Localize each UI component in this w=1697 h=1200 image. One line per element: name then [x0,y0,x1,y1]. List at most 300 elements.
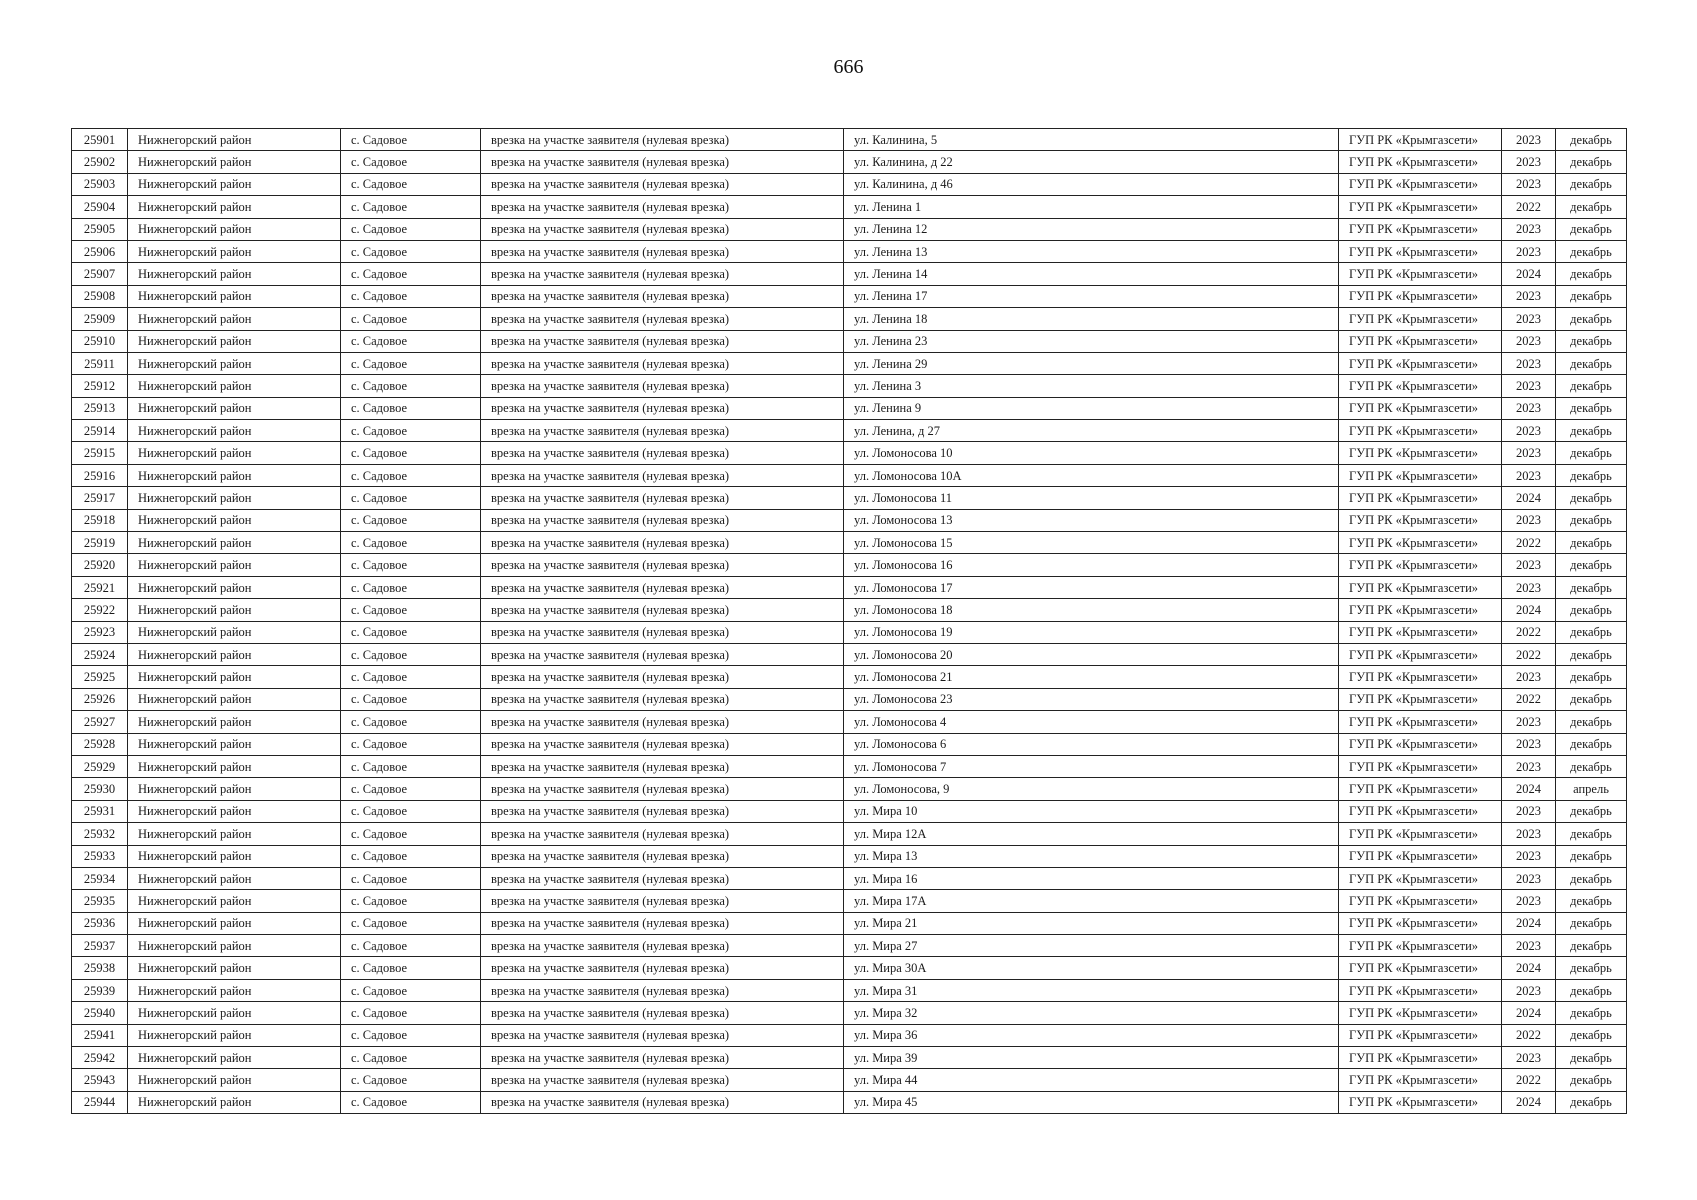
year-cell: 2024 [1502,487,1556,509]
row-number-cell: 25929 [72,755,128,777]
year-cell: 2023 [1502,330,1556,352]
district-cell: Нижнегорский район [128,643,341,665]
address-cell: ул. Ломоносова 21 [844,666,1339,688]
address-cell: ул. Ленина 1 [844,196,1339,218]
year-cell: 2022 [1502,688,1556,710]
settlement-cell: с. Садовое [341,666,481,688]
address-cell: ул. Ленина 9 [844,397,1339,419]
table-row [72,688,1627,710]
work-type-cell: врезка на участке заявителя (нулевая врезка) [481,1091,844,1113]
work-type-cell: врезка на участке заявителя (нулевая врезка) [481,890,844,912]
table-row [72,890,1627,912]
settlement-cell: с. Садовое [341,1047,481,1069]
district-cell: Нижнегорский район [128,1091,341,1113]
month-cell: декабрь [1556,711,1627,733]
row-number-cell: 25942 [72,1047,128,1069]
month-cell: декабрь [1556,890,1627,912]
work-type-cell: врезка на участке заявителя (нулевая врезка) [481,599,844,621]
district-cell: Нижнегорский район [128,129,341,151]
work-type-cell: врезка на участке заявителя (нулевая врезка) [481,711,844,733]
table-row [72,1047,1627,1069]
address-cell: ул. Мира 21 [844,912,1339,934]
month-cell: декабрь [1556,867,1627,889]
table-row [72,643,1627,665]
year-cell: 2023 [1502,151,1556,173]
address-cell: ул. Ленина, д 27 [844,420,1339,442]
district-cell: Нижнегорский район [128,867,341,889]
organization-cell: ГУП РК «Крымгазсети» [1339,800,1502,822]
year-cell: 2022 [1502,196,1556,218]
settlement-cell: с. Садовое [341,845,481,867]
district-cell: Нижнегорский район [128,240,341,262]
row-number-cell: 25912 [72,375,128,397]
settlement-cell: с. Садовое [341,867,481,889]
table-row [72,979,1627,1001]
district-cell: Нижнегорский район [128,733,341,755]
work-type-cell: врезка на участке заявителя (нулевая врезка) [481,487,844,509]
settlement-cell: с. Садовое [341,688,481,710]
year-cell: 2023 [1502,823,1556,845]
organization-cell: ГУП РК «Крымгазсети» [1339,1002,1502,1024]
year-cell: 2023 [1502,375,1556,397]
work-type-cell: врезка на участке заявителя (нулевая врезка) [481,263,844,285]
address-cell: ул. Ломоносова 7 [844,755,1339,777]
district-cell: Нижнегорский район [128,218,341,240]
organization-cell: ГУП РК «Крымгазсети» [1339,218,1502,240]
year-cell: 2023 [1502,285,1556,307]
address-cell: ул. Ломоносова 20 [844,643,1339,665]
table-row [72,576,1627,598]
year-cell: 2024 [1502,778,1556,800]
month-cell: декабрь [1556,1069,1627,1091]
table-row [72,621,1627,643]
district-cell: Нижнегорский район [128,285,341,307]
address-cell: ул. Калинина, 5 [844,129,1339,151]
table-row [72,397,1627,419]
address-cell: ул. Мира 32 [844,1002,1339,1024]
row-number-cell: 25920 [72,554,128,576]
settlement-cell: с. Садовое [341,599,481,621]
organization-cell: ГУП РК «Крымгазсети» [1339,196,1502,218]
row-number-cell: 25914 [72,420,128,442]
row-number-cell: 25926 [72,688,128,710]
organization-cell: ГУП РК «Крымгазсети» [1339,643,1502,665]
address-cell: ул. Ломоносова 17 [844,576,1339,598]
table-row [72,330,1627,352]
address-cell: ул. Ломоносова 19 [844,621,1339,643]
row-number-cell: 25938 [72,957,128,979]
row-number-cell: 25940 [72,1002,128,1024]
month-cell: декабрь [1556,957,1627,979]
month-cell: декабрь [1556,755,1627,777]
month-cell: декабрь [1556,599,1627,621]
month-cell: декабрь [1556,173,1627,195]
table-row [72,263,1627,285]
settlement-cell: с. Садовое [341,890,481,912]
district-cell: Нижнегорский район [128,890,341,912]
row-number-cell: 25933 [72,845,128,867]
month-cell: декабрь [1556,666,1627,688]
address-cell: ул. Ленина 18 [844,308,1339,330]
organization-cell: ГУП РК «Крымгазсети» [1339,912,1502,934]
table-row [72,352,1627,374]
address-cell: ул. Мира 12А [844,823,1339,845]
table-row [72,240,1627,262]
organization-cell: ГУП РК «Крымгазсети» [1339,151,1502,173]
organization-cell: ГУП РК «Крымгазсети» [1339,755,1502,777]
settlement-cell: с. Садовое [341,397,481,419]
table-row [72,218,1627,240]
district-cell: Нижнегорский район [128,666,341,688]
district-cell: Нижнегорский район [128,1047,341,1069]
work-type-cell: врезка на участке заявителя (нулевая врезка) [481,867,844,889]
month-cell: декабрь [1556,1047,1627,1069]
month-cell: декабрь [1556,218,1627,240]
address-cell: ул. Калинина, д 46 [844,173,1339,195]
settlement-cell: с. Садовое [341,330,481,352]
table-row [72,599,1627,621]
table-row [72,935,1627,957]
month-cell: декабрь [1556,375,1627,397]
organization-cell: ГУП РК «Крымгазсети» [1339,263,1502,285]
table-row [72,196,1627,218]
organization-cell: ГУП РК «Крымгазсети» [1339,957,1502,979]
organization-cell: ГУП РК «Крымгазсети» [1339,375,1502,397]
year-cell: 2023 [1502,554,1556,576]
organization-cell: ГУП РК «Крымгазсети» [1339,778,1502,800]
month-cell: декабрь [1556,935,1627,957]
district-cell: Нижнегорский район [128,151,341,173]
table-row [72,755,1627,777]
month-cell: декабрь [1556,1002,1627,1024]
row-number-cell: 25936 [72,912,128,934]
settlement-cell: с. Садовое [341,935,481,957]
month-cell: декабрь [1556,263,1627,285]
organization-cell: ГУП РК «Крымгазсети» [1339,845,1502,867]
table-row [72,554,1627,576]
work-type-cell: врезка на участке заявителя (нулевая врезка) [481,420,844,442]
row-number-cell: 25922 [72,599,128,621]
address-cell: ул. Ломоносова 4 [844,711,1339,733]
year-cell: 2022 [1502,1069,1556,1091]
work-type-cell: врезка на участке заявителя (нулевая врезка) [481,308,844,330]
year-cell: 2023 [1502,867,1556,889]
row-number-cell: 25904 [72,196,128,218]
district-cell: Нижнегорский район [128,576,341,598]
year-cell: 2023 [1502,935,1556,957]
organization-cell: ГУП РК «Крымгазсети» [1339,1069,1502,1091]
table-row [72,151,1627,173]
district-cell: Нижнегорский район [128,196,341,218]
row-number-cell: 25930 [72,778,128,800]
settlement-cell: с. Садовое [341,823,481,845]
table-row [72,733,1627,755]
month-cell: декабрь [1556,800,1627,822]
year-cell: 2023 [1502,240,1556,262]
table-row [72,957,1627,979]
row-number-cell: 25917 [72,487,128,509]
year-cell: 2024 [1502,599,1556,621]
organization-cell: ГУП РК «Крымгазсети» [1339,621,1502,643]
month-cell: декабрь [1556,397,1627,419]
settlement-cell: с. Садовое [341,643,481,665]
row-number-cell: 25910 [72,330,128,352]
district-cell: Нижнегорский район [128,1024,341,1046]
organization-cell: ГУП РК «Крымгазсети» [1339,711,1502,733]
settlement-cell: с. Садовое [341,711,481,733]
settlement-cell: с. Садовое [341,375,481,397]
page-number: 666 [833,56,864,78]
organization-cell: ГУП РК «Крымгазсети» [1339,935,1502,957]
year-cell: 2024 [1502,263,1556,285]
settlement-cell: с. Садовое [341,129,481,151]
work-type-cell: врезка на участке заявителя (нулевая врезка) [481,285,844,307]
month-cell: декабрь [1556,1091,1627,1113]
row-number-cell: 25924 [72,643,128,665]
month-cell: декабрь [1556,285,1627,307]
month-cell: декабрь [1556,509,1627,531]
work-type-cell: врезка на участке заявителя (нулевая врезка) [481,823,844,845]
row-number-cell: 25919 [72,532,128,554]
work-type-cell: врезка на участке заявителя (нулевая врезка) [481,800,844,822]
month-cell: апрель [1556,778,1627,800]
address-cell: ул. Ломоносова 15 [844,532,1339,554]
table-row [72,867,1627,889]
settlement-cell: с. Садовое [341,576,481,598]
year-cell: 2023 [1502,576,1556,598]
address-cell: ул. Калинина, д 22 [844,151,1339,173]
settlement-cell: с. Садовое [341,442,481,464]
month-cell: декабрь [1556,240,1627,262]
settlement-cell: с. Садовое [341,778,481,800]
month-cell: декабрь [1556,352,1627,374]
work-type-cell: врезка на участке заявителя (нулевая врезка) [481,352,844,374]
district-cell: Нижнегорский район [128,823,341,845]
organization-cell: ГУП РК «Крымгазсети» [1339,599,1502,621]
district-cell: Нижнегорский район [128,1069,341,1091]
row-number-cell: 25927 [72,711,128,733]
district-cell: Нижнегорский район [128,442,341,464]
table-row [72,1002,1627,1024]
settlement-cell: с. Садовое [341,218,481,240]
address-cell: ул. Ленина 23 [844,330,1339,352]
district-cell: Нижнегорский район [128,397,341,419]
month-cell: декабрь [1556,554,1627,576]
address-cell: ул. Мира 45 [844,1091,1339,1113]
row-number-cell: 25908 [72,285,128,307]
table-row [72,1069,1627,1091]
address-cell: ул. Ломоносова, 9 [844,778,1339,800]
year-cell: 2023 [1502,755,1556,777]
table-row [72,173,1627,195]
work-type-cell: врезка на участке заявителя (нулевая врезка) [481,218,844,240]
address-cell: ул. Ломоносова 13 [844,509,1339,531]
year-cell: 2023 [1502,218,1556,240]
settlement-cell: с. Садовое [341,1024,481,1046]
year-cell: 2024 [1502,1002,1556,1024]
work-type-cell: врезка на участке заявителя (нулевая врезка) [481,621,844,643]
organization-cell: ГУП РК «Крымгазсети» [1339,1024,1502,1046]
district-cell: Нижнегорский район [128,352,341,374]
work-type-cell: врезка на участке заявителя (нулевая врезка) [481,151,844,173]
work-type-cell: врезка на участке заявителя (нулевая врезка) [481,688,844,710]
table-row [72,375,1627,397]
address-cell: ул. Ленина 12 [844,218,1339,240]
row-number-cell: 25913 [72,397,128,419]
work-type-cell: врезка на участке заявителя (нулевая врезка) [481,912,844,934]
work-type-cell: врезка на участке заявителя (нулевая врезка) [481,845,844,867]
settlement-cell: с. Садовое [341,151,481,173]
year-cell: 2023 [1502,173,1556,195]
settlement-cell: с. Садовое [341,263,481,285]
district-cell: Нижнегорский район [128,621,341,643]
district-cell: Нижнегорский район [128,173,341,195]
month-cell: декабрь [1556,330,1627,352]
work-type-cell: врезка на участке заявителя (нулевая врезка) [481,240,844,262]
row-number-cell: 25921 [72,576,128,598]
settlement-cell: с. Садовое [341,308,481,330]
district-cell: Нижнегорский район [128,957,341,979]
address-cell: ул. Ломоносова 23 [844,688,1339,710]
year-cell: 2023 [1502,420,1556,442]
month-cell: декабрь [1556,912,1627,934]
year-cell: 2023 [1502,464,1556,486]
district-cell: Нижнегорский район [128,464,341,486]
row-number-cell: 25928 [72,733,128,755]
address-cell: ул. Мира 13 [844,845,1339,867]
settlement-cell: с. Садовое [341,285,481,307]
settlement-cell: с. Садовое [341,487,481,509]
year-cell: 2022 [1502,532,1556,554]
month-cell: декабрь [1556,688,1627,710]
table-row [72,666,1627,688]
organization-cell: ГУП РК «Крымгазсети» [1339,420,1502,442]
row-number-cell: 25903 [72,173,128,195]
organization-cell: ГУП РК «Крымгазсети» [1339,285,1502,307]
row-number-cell: 25944 [72,1091,128,1113]
work-type-cell: врезка на участке заявителя (нулевая врезка) [481,778,844,800]
month-cell: декабрь [1556,845,1627,867]
year-cell: 2023 [1502,666,1556,688]
work-type-cell: врезка на участке заявителя (нулевая врезка) [481,129,844,151]
organization-cell: ГУП РК «Крымгазсети» [1339,464,1502,486]
district-cell: Нижнегорский район [128,263,341,285]
work-type-cell: врезка на участке заявителя (нулевая врезка) [481,1002,844,1024]
settlement-cell: с. Садовое [341,173,481,195]
work-type-cell: врезка на участке заявителя (нулевая врезка) [481,375,844,397]
month-cell: декабрь [1556,129,1627,151]
row-number-cell: 25911 [72,352,128,374]
table-row [72,532,1627,554]
organization-cell: ГУП РК «Крымгазсети» [1339,509,1502,531]
work-type-cell: врезка на участке заявителя (нулевая врезка) [481,442,844,464]
month-cell: декабрь [1556,979,1627,1001]
table-row [72,1024,1627,1046]
month-cell: декабрь [1556,1024,1627,1046]
organization-cell: ГУП РК «Крымгазсети» [1339,890,1502,912]
row-number-cell: 25918 [72,509,128,531]
work-type-cell: врезка на участке заявителя (нулевая врезка) [481,733,844,755]
organization-cell: ГУП РК «Крымгазсети» [1339,979,1502,1001]
month-cell: декабрь [1556,420,1627,442]
year-cell: 2024 [1502,1091,1556,1113]
work-type-cell: врезка на участке заявителя (нулевая врезка) [481,1069,844,1091]
row-number-cell: 25931 [72,800,128,822]
row-number-cell: 25907 [72,263,128,285]
district-cell: Нижнегорский район [128,935,341,957]
table-row [72,464,1627,486]
row-number-cell: 25939 [72,979,128,1001]
settlement-cell: с. Садовое [341,733,481,755]
year-cell: 2023 [1502,129,1556,151]
year-cell: 2022 [1502,1024,1556,1046]
district-cell: Нижнегорский район [128,554,341,576]
work-type-cell: врезка на участке заявителя (нулевая врезка) [481,196,844,218]
year-cell: 2023 [1502,509,1556,531]
district-cell: Нижнегорский район [128,800,341,822]
work-type-cell: врезка на участке заявителя (нулевая врезка) [481,666,844,688]
table-row [72,420,1627,442]
address-cell: ул. Мира 31 [844,979,1339,1001]
work-type-cell: врезка на участке заявителя (нулевая врезка) [481,979,844,1001]
organization-cell: ГУП РК «Крымгазсети» [1339,666,1502,688]
row-number-cell: 25901 [72,129,128,151]
month-cell: декабрь [1556,196,1627,218]
address-cell: ул. Ленина 3 [844,375,1339,397]
row-number-cell: 25941 [72,1024,128,1046]
row-number-cell: 25934 [72,867,128,889]
settlement-cell: с. Садовое [341,979,481,1001]
table-row [72,509,1627,531]
year-cell: 2023 [1502,890,1556,912]
district-cell: Нижнегорский район [128,979,341,1001]
district-cell: Нижнегорский район [128,912,341,934]
organization-cell: ГУП РК «Крымгазсети» [1339,688,1502,710]
year-cell: 2023 [1502,442,1556,464]
work-type-cell: врезка на участке заявителя (нулевая врезка) [481,554,844,576]
district-cell: Нижнегорский район [128,599,341,621]
row-number-cell: 25905 [72,218,128,240]
month-cell: декабрь [1556,442,1627,464]
address-cell: ул. Ломоносова 11 [844,487,1339,509]
address-cell: ул. Ленина 17 [844,285,1339,307]
table-row [72,845,1627,867]
row-number-cell: 25943 [72,1069,128,1091]
work-type-cell: врезка на участке заявителя (нулевая врезка) [481,330,844,352]
year-cell: 2023 [1502,397,1556,419]
address-cell: ул. Мира 36 [844,1024,1339,1046]
district-cell: Нижнегорский район [128,308,341,330]
work-type-cell: врезка на участке заявителя (нулевая врезка) [481,957,844,979]
work-type-cell: врезка на участке заявителя (нулевая врезка) [481,1047,844,1069]
district-cell: Нижнегорский район [128,420,341,442]
address-cell: ул. Мира 27 [844,935,1339,957]
organization-cell: ГУП РК «Крымгазсети» [1339,1047,1502,1069]
organization-cell: ГУП РК «Крымгазсети» [1339,240,1502,262]
month-cell: декабрь [1556,643,1627,665]
organization-cell: ГУП РК «Крымгазсети» [1339,532,1502,554]
address-cell: ул. Мира 10 [844,800,1339,822]
address-cell: ул. Мира 39 [844,1047,1339,1069]
work-type-cell: врезка на участке заявителя (нулевая врезка) [481,464,844,486]
address-cell: ул. Мира 30А [844,957,1339,979]
table-row [72,711,1627,733]
work-type-cell: врезка на участке заявителя (нулевая врезка) [481,576,844,598]
settlement-cell: с. Садовое [341,532,481,554]
work-type-cell: врезка на участке заявителя (нулевая врезка) [481,173,844,195]
year-cell: 2024 [1502,957,1556,979]
settlement-cell: с. Садовое [341,957,481,979]
